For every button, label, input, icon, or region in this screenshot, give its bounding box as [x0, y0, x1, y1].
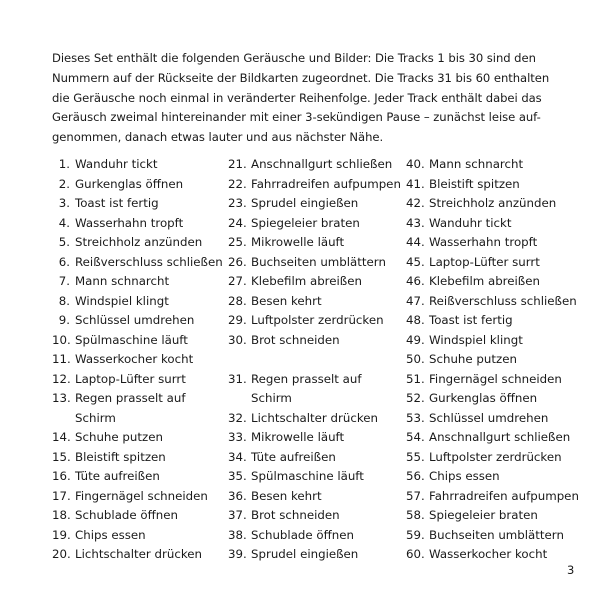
track-number: 1. — [58, 157, 70, 171]
track-title: Sprudel eingießen — [251, 196, 359, 210]
track-title: Luftpolster zerdrücken — [429, 449, 562, 464]
track-number: 55. — [406, 449, 425, 464]
track-number: 54. — [406, 430, 425, 444]
track-list-column-1 — [52, 155, 222, 565]
track-title: Schublade öffnen — [75, 508, 178, 522]
track-number: 39. — [228, 547, 247, 561]
track-title: Fingernägel schneiden — [429, 371, 562, 386]
track-number: 19. — [52, 527, 71, 542]
intro-line: die Geräusche noch einmal in veränderter Reihenfolge. Jeder Track enthält dabei das — [52, 90, 542, 105]
track-item — [406, 545, 581, 565]
track-title: Besen kehrt — [251, 488, 322, 503]
track-list-column-2 — [228, 155, 403, 565]
track-title: Windspiel klingt — [75, 293, 169, 308]
intro-line: genommen, danach etwas lauter und aus nächster Nähe. — [52, 130, 384, 145]
track-title: Schublade öffnen — [251, 527, 354, 542]
track-item — [406, 526, 581, 546]
track-title: Mann schnarcht — [429, 157, 524, 171]
intro-line: Geräusch zweimal hintereinander mit einer 3-sekündigen Pause – zunächst leise auf- — [52, 110, 541, 125]
page-number: 3 — [567, 563, 575, 577]
track-title: Wanduhr tickt — [75, 157, 158, 171]
track-title: Fahrradreifen aufpumpen — [251, 176, 401, 191]
track-number: 57. — [406, 488, 425, 503]
track-title: Windspiel klingt — [429, 332, 523, 347]
track-number: 49. — [406, 332, 425, 347]
track-item — [52, 175, 222, 195]
track-number: 38. — [228, 527, 247, 542]
track-item — [52, 545, 222, 565]
track-number: 14. — [52, 430, 71, 444]
track-title: Chips essen — [75, 527, 146, 542]
track-item — [228, 331, 403, 351]
track-number: 23. — [228, 196, 247, 210]
track-item — [228, 292, 403, 312]
track-title: Mann schnarcht — [75, 274, 170, 288]
track-number: 43. — [406, 215, 425, 230]
track-title: Tüte aufreißen — [75, 469, 160, 483]
track-item — [228, 233, 403, 253]
track-number: 33. — [228, 430, 247, 444]
track-number: 59. — [406, 527, 425, 542]
track-number: 40. — [406, 157, 425, 171]
track-number: 30. — [228, 332, 247, 347]
track-number: 12. — [52, 371, 71, 386]
track-number: 41. — [406, 176, 425, 191]
track-title: Regen prasselt auf Schirm — [251, 371, 362, 405]
track-item — [406, 214, 581, 234]
track-item — [228, 487, 403, 507]
track-item — [406, 311, 581, 331]
track-title: Anschnallgurt schließen — [251, 157, 393, 171]
track-number: 17. — [52, 488, 71, 503]
track-item — [228, 467, 403, 487]
track-item — [406, 253, 581, 273]
track-item — [228, 506, 403, 526]
track-item — [406, 194, 581, 214]
track-number: 42. — [406, 196, 425, 210]
track-item — [52, 253, 222, 273]
track-number: 58. — [406, 508, 425, 522]
track-number: 47. — [406, 293, 425, 308]
track-title: Bleistift spitzen — [429, 176, 520, 191]
track-title: Wasserhahn tropft — [75, 215, 184, 230]
track-item — [52, 428, 222, 448]
track-number: 56. — [406, 469, 425, 483]
track-title: Schlüssel umdrehen — [429, 410, 549, 425]
track-item — [228, 526, 403, 546]
track-item — [406, 506, 581, 526]
track-item — [52, 292, 222, 312]
track-item — [228, 428, 403, 448]
track-number: 7. — [58, 274, 70, 288]
track-number: 5. — [58, 235, 70, 249]
track-list-column-2-part-2 — [228, 370, 403, 565]
track-title: Gurkenglas öffnen — [75, 176, 184, 191]
track-number: 10. — [52, 332, 71, 347]
track-title: Besen kehrt — [251, 293, 322, 308]
track-item — [52, 467, 222, 487]
track-item — [52, 389, 222, 428]
track-item — [228, 409, 403, 429]
track-item — [406, 233, 581, 253]
track-title: Wasserhahn tropft — [429, 235, 538, 249]
track-item — [228, 194, 403, 214]
track-title: Wanduhr tickt — [429, 215, 512, 230]
track-item — [52, 526, 222, 546]
track-title: Reißverschluss schließen — [75, 254, 223, 269]
track-number: 21. — [228, 157, 247, 171]
track-item — [406, 370, 581, 390]
intro-paragraph — [52, 49, 562, 148]
track-number: 34. — [228, 449, 247, 464]
track-item — [406, 409, 581, 429]
track-item — [52, 214, 222, 234]
track-title: Gurkenglas öffnen — [429, 391, 538, 405]
track-number: 45. — [406, 254, 425, 269]
track-title: Chips essen — [429, 469, 500, 483]
track-number: 27. — [228, 274, 247, 288]
track-number: 60. — [406, 547, 425, 561]
track-item — [52, 448, 222, 468]
track-number: 32. — [228, 410, 247, 425]
track-item — [52, 194, 222, 214]
column-gap — [228, 350, 403, 370]
track-number: 9. — [58, 313, 70, 327]
track-title: Schuhe putzen — [75, 430, 163, 444]
track-title: Klebefilm abreißen — [251, 274, 362, 288]
track-item — [52, 350, 222, 370]
track-item — [228, 214, 403, 234]
track-number: 35. — [228, 469, 247, 483]
track-number: 46. — [406, 274, 425, 288]
track-title: Toast ist fertig — [75, 196, 159, 210]
track-title: Luftpolster zerdrücken — [251, 313, 384, 327]
track-number: 11. — [52, 352, 71, 366]
track-item — [52, 233, 222, 253]
track-number: 4. — [58, 215, 70, 230]
track-item — [52, 370, 222, 390]
track-title: Brot schneiden — [251, 508, 340, 522]
track-list-column-2-part-1 — [228, 155, 403, 350]
track-number: 8. — [58, 293, 70, 308]
track-item — [406, 272, 581, 292]
track-title: Lichtschalter drücken — [75, 547, 202, 561]
track-number: 16. — [52, 469, 71, 483]
track-title: Spülmaschine läuft — [251, 469, 364, 483]
track-number: 13. — [52, 391, 71, 405]
track-number: 25. — [228, 235, 247, 249]
track-title: Laptop-Lüfter surrt — [75, 371, 186, 386]
track-item — [406, 487, 581, 507]
track-list-column-3 — [406, 155, 581, 565]
track-number: 2. — [58, 176, 70, 191]
track-title: Laptop-Lüfter surrt — [429, 254, 540, 269]
track-item — [52, 311, 222, 331]
track-title: Schuhe putzen — [429, 352, 517, 366]
track-item — [406, 467, 581, 487]
track-title: Spülmaschine läuft — [75, 332, 188, 347]
track-number: 48. — [406, 313, 425, 327]
track-item — [52, 155, 222, 175]
track-title: Fingernägel schneiden — [75, 488, 208, 503]
track-number: 6. — [58, 254, 70, 269]
track-title: Klebefilm abreißen — [429, 274, 540, 288]
track-title: Sprudel eingießen — [251, 547, 359, 561]
track-title: Mikrowelle läuft — [251, 430, 345, 444]
track-title: Buchseiten umblättern — [251, 254, 386, 269]
track-title: Wasserkocher kocht — [429, 547, 548, 561]
track-title: Lichtschalter drücken — [251, 410, 378, 425]
track-number: 36. — [228, 488, 247, 503]
track-item — [228, 311, 403, 331]
track-item — [406, 155, 581, 175]
track-title: Toast ist fertig — [429, 313, 513, 327]
track-title: Streichholz anzünden — [75, 235, 203, 249]
track-item — [406, 292, 581, 312]
track-title: Mikrowelle läuft — [251, 235, 345, 249]
track-number: 31. — [228, 371, 247, 386]
track-item — [228, 448, 403, 468]
track-number: 52. — [406, 391, 425, 405]
track-number: 24. — [228, 215, 247, 230]
track-title: Spiegeleier braten — [429, 508, 538, 522]
track-item — [406, 331, 581, 351]
track-item — [228, 253, 403, 273]
track-number: 44. — [406, 235, 425, 249]
track-number: 3. — [58, 196, 70, 210]
track-number: 26. — [228, 254, 247, 269]
intro-line: Dieses Set enthält die folgenden Geräusche und Bilder: Die Tracks 1 bis 30 sind den — [52, 51, 536, 65]
track-item — [406, 428, 581, 448]
track-title: Bleistift spitzen — [75, 449, 166, 464]
track-title: Anschnallgurt schließen — [429, 430, 571, 444]
track-title: Spiegeleier braten — [251, 215, 360, 230]
track-item — [406, 389, 581, 409]
track-number: 51. — [406, 371, 425, 386]
track-title: Brot schneiden — [251, 332, 340, 347]
track-item — [52, 506, 222, 526]
track-item — [228, 370, 403, 409]
track-number: 18. — [52, 508, 71, 522]
track-title: Reißverschluss schließen — [429, 293, 577, 308]
intro-line: Nummern auf der Rückseite der Bildkarten zugeordnet. Die Tracks 31 bis 60 enthalten — [52, 70, 550, 85]
track-title: Buchseiten umblättern — [429, 527, 564, 542]
track-item — [52, 272, 222, 292]
track-item — [52, 331, 222, 351]
track-title: Tüte aufreißen — [251, 449, 336, 464]
track-number: 20. — [52, 547, 71, 561]
track-title: Streichholz anzünden — [429, 196, 557, 210]
track-item — [228, 272, 403, 292]
track-item — [406, 175, 581, 195]
track-item — [228, 545, 403, 565]
track-number: 50. — [406, 352, 425, 366]
track-item — [406, 350, 581, 370]
track-item — [52, 487, 222, 507]
track-title: Regen prasselt auf Schirm — [75, 391, 186, 425]
track-number: 28. — [228, 293, 247, 308]
track-number: 22. — [228, 176, 247, 191]
track-title: Wasserkocher kocht — [75, 352, 194, 366]
track-number: 15. — [52, 449, 71, 464]
track-title: Fahrradreifen aufpumpen — [429, 488, 579, 503]
track-item — [228, 155, 403, 175]
track-item — [406, 448, 581, 468]
track-item — [228, 175, 403, 195]
track-number: 37. — [228, 508, 247, 522]
track-number: 29. — [228, 313, 247, 327]
track-title: Schlüssel umdrehen — [75, 313, 195, 327]
track-number: 53. — [406, 410, 425, 425]
